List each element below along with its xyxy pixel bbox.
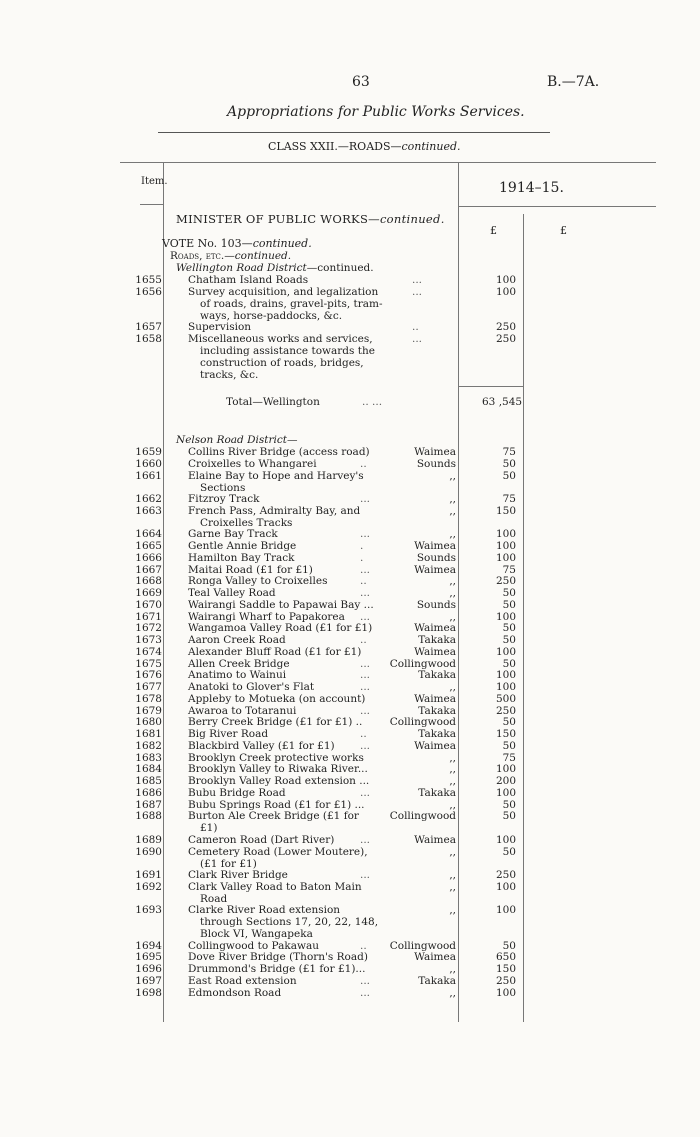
- item-description-line: Cameron Road (Dart River): [188, 833, 335, 846]
- item-location: Takaka: [418, 669, 456, 682]
- item-column-divider: [163, 162, 164, 1022]
- item-amount: 100: [495, 669, 516, 682]
- item-location: Waimea: [414, 563, 456, 576]
- item-location: ,,: [449, 504, 456, 517]
- item-location: Takaka: [418, 634, 456, 646]
- leader-dots: ...: [360, 974, 371, 987]
- item-number: 1672: [135, 622, 162, 635]
- item-description-line: through Sections 17, 20, 22, 148,: [200, 916, 379, 929]
- item-location: ,,: [449, 575, 456, 588]
- item-description: [188, 810, 398, 834]
- item-description: [188, 963, 398, 975]
- item-description-line: of roads, drains, gravel-pits, tram-: [200, 297, 383, 310]
- item-location: ,,: [449, 681, 456, 693]
- item-location: ,,: [449, 751, 456, 764]
- item-location: Waimea: [414, 833, 456, 846]
- item-description: [188, 333, 398, 381]
- item-number: 1684: [135, 763, 162, 776]
- year-header-rule: [458, 206, 656, 207]
- item-number: 1682: [135, 739, 162, 752]
- item-description-line: Clark River Bridge: [188, 869, 288, 881]
- pound-sign-col1: £: [490, 224, 497, 237]
- item-amount: 250: [495, 869, 516, 881]
- item-description: [188, 622, 398, 634]
- leader-dots: ..: [360, 575, 367, 588]
- leader-dots: ...: [360, 704, 371, 717]
- item-location: ,,: [449, 610, 456, 623]
- item-number: 1688: [135, 810, 162, 823]
- item-amount: 250: [495, 333, 516, 345]
- item-description: [188, 321, 398, 333]
- item-amount: 50: [502, 587, 516, 599]
- item-number: 1666: [135, 551, 162, 564]
- item-amount: 250: [495, 704, 516, 717]
- item-amount: 200: [495, 775, 516, 787]
- item-description-line: Anatimo to Wainui: [188, 669, 287, 682]
- item-number: 1665: [135, 540, 162, 552]
- item-number: 1696: [135, 963, 162, 975]
- item-description-line: Brooklyn Valley to Riwaka River...: [188, 763, 368, 776]
- item-number: 1661: [135, 469, 162, 482]
- item-location: ,,: [449, 763, 456, 776]
- item-description-line: Bubu Springs Road (£1 for £1) ...: [188, 798, 365, 811]
- item-description-line: Clark Valley Road to Baton Main: [188, 880, 362, 893]
- leader-dots: ...: [360, 869, 371, 881]
- item-amount: 75: [502, 446, 516, 458]
- item-location: Waimea: [414, 692, 456, 705]
- item-location: Takaka: [418, 728, 456, 740]
- item-description-line: Blackbird Valley (£1 for £1): [188, 739, 335, 752]
- item-number: 1664: [135, 528, 162, 541]
- item-amount: 100: [495, 540, 516, 552]
- item-number: 1691: [135, 869, 162, 881]
- item-number: 1679: [135, 704, 162, 717]
- page-number: 63: [352, 74, 370, 90]
- item-amount: 100: [495, 285, 516, 298]
- item-description-line: Brooklyn Creek protective works: [188, 751, 364, 764]
- item-description-line: Croixelles to Whangarei: [188, 457, 317, 470]
- total-column-divider: [523, 214, 524, 1022]
- item-number: 1671: [135, 610, 162, 623]
- item-number: 1695: [135, 951, 162, 964]
- item-number: 1675: [135, 657, 162, 670]
- leader-dots: ...: [360, 610, 371, 623]
- item-description-line: tracks, &c.: [200, 369, 259, 381]
- item-location: ,,: [449, 798, 456, 811]
- leader-dots: ...: [360, 739, 371, 752]
- item-header-rule: [140, 204, 163, 205]
- item-location: ,,: [449, 869, 456, 881]
- item-description: [188, 904, 398, 940]
- leader-dots: .: [360, 551, 364, 564]
- item-number: 1680: [135, 716, 162, 729]
- year-header: 1914–15.: [499, 180, 564, 196]
- item-description-line: Road: [200, 892, 228, 905]
- item-description-line: Bubu Bridge Road: [188, 786, 286, 799]
- item-location: ,,: [449, 528, 456, 541]
- item-number: 1670: [135, 598, 162, 611]
- item-description: [188, 274, 398, 286]
- item-description-line: Anatoki to Glover's Flat: [188, 681, 315, 693]
- item-location: Takaka: [418, 974, 456, 987]
- vote-heading: VOTE No. 103—continued.: [162, 237, 312, 250]
- item-description-line: Supervision: [188, 321, 252, 334]
- page-code: B.—7A.: [547, 74, 600, 90]
- item-location: Takaka: [418, 786, 456, 799]
- item-location: Waimea: [414, 645, 456, 658]
- item-amount: 150: [495, 504, 516, 517]
- item-number: 1678: [135, 692, 162, 705]
- item-description-line: Wairangi Saddle to Papawai Bay ...: [188, 598, 374, 611]
- item-description-line: £1): [200, 822, 218, 835]
- item-amount: 50: [502, 845, 516, 858]
- item-location: ,,: [449, 963, 456, 975]
- item-description: [188, 775, 398, 787]
- item-number: 1686: [135, 786, 162, 799]
- nelson-district-heading: Nelson Road District—: [176, 434, 298, 446]
- leader-dots: ...: [360, 833, 371, 846]
- item-number: 1683: [135, 751, 162, 764]
- leader-dots: ...: [412, 274, 423, 286]
- item-amount: 100: [495, 528, 516, 541]
- item-number: 1655: [135, 274, 162, 286]
- item-amount: 100: [495, 645, 516, 658]
- item-description-line: Hamilton Bay Track: [188, 551, 295, 564]
- item-description: [188, 752, 398, 764]
- item-number: 1662: [135, 493, 162, 505]
- item-description: [188, 846, 398, 870]
- leader-dots: ..: [360, 457, 367, 470]
- item-amount: 50: [502, 798, 516, 811]
- item-description-line: ways, horse-paddocks, &c.: [200, 309, 343, 322]
- wellington-total-dots: .. ...: [362, 396, 383, 408]
- item-number: 1658: [135, 333, 162, 345]
- item-number: 1693: [135, 904, 162, 917]
- item-description-line: Burton Ale Creek Bridge (£1 for: [188, 810, 359, 823]
- item-number: 1692: [135, 880, 162, 893]
- item-location: Waimea: [414, 622, 456, 635]
- leader-dots: ..: [360, 634, 367, 646]
- item-description-line: Teal Valley Road: [188, 587, 276, 599]
- leader-dots: ...: [360, 657, 371, 670]
- item-description-line: Block VI, Wangapeka: [200, 928, 313, 941]
- item-amount: 100: [495, 763, 516, 776]
- item-amount: 50: [502, 739, 516, 752]
- item-amount: 150: [495, 728, 516, 740]
- item-amount: 75: [502, 563, 516, 576]
- item-number: 1690: [135, 845, 162, 858]
- item-description-line: Brooklyn Valley Road extension ...: [188, 775, 370, 787]
- item-location: ,,: [449, 904, 456, 917]
- item-description: [188, 716, 398, 728]
- item-description-line: Miscellaneous works and services,: [188, 333, 373, 345]
- item-description: [188, 693, 398, 705]
- item-description: [188, 951, 398, 963]
- item-location: Takaka: [418, 704, 456, 717]
- item-number: 1667: [135, 563, 162, 576]
- item-number: 1659: [135, 446, 162, 458]
- class-title: CLASS XXII.—ROADS—continued.: [268, 140, 461, 153]
- item-description-line: French Pass, Admiralty Bay, and: [188, 504, 361, 517]
- leader-dots: ...: [360, 563, 371, 576]
- item-location: Sounds: [416, 457, 456, 470]
- item-description: [188, 881, 398, 905]
- item-description-line: Aaron Creek Road: [188, 634, 286, 646]
- item-amount: 100: [495, 986, 516, 999]
- item-description-line: Maitai Road (£1 for £1): [188, 563, 313, 576]
- item-location: Waimea: [414, 951, 456, 964]
- item-number: 1698: [135, 986, 162, 999]
- item-description-line: Survey acquisition, and legalization: [188, 285, 379, 298]
- item-amount: 75: [502, 751, 516, 764]
- item-description: [188, 599, 398, 611]
- roads-heading: Roads, etc.—continued.: [170, 250, 292, 262]
- item-amount: 50: [502, 716, 516, 729]
- item-description-line: Edmondson Road: [188, 986, 282, 999]
- item-description-line: Dove River Bridge (Thorn's Road): [188, 951, 368, 964]
- item-description-line: Berry Creek Bridge (£1 for £1) ..: [188, 716, 363, 729]
- item-amount: 100: [495, 880, 516, 893]
- item-amount: 100: [495, 274, 516, 286]
- pound-sign-col2: £: [560, 224, 567, 237]
- item-amount: 100: [495, 904, 516, 917]
- item-location: Sounds: [416, 598, 456, 611]
- item-description: [188, 799, 398, 811]
- item-amount: 150: [495, 963, 516, 975]
- item-number: 1657: [135, 321, 162, 334]
- item-number: 1694: [135, 939, 162, 952]
- item-description: [188, 763, 398, 775]
- item-description-line: Big River Road: [188, 728, 269, 740]
- item-amount: 100: [495, 681, 516, 693]
- item-amount: 50: [502, 657, 516, 670]
- item-description-line: Collins River Bridge (access road): [188, 446, 370, 458]
- item-amount: 650: [495, 951, 516, 964]
- item-amount: 50: [502, 469, 516, 482]
- item-description-line: Alexander Bluff Road (£1 for £1): [188, 645, 362, 658]
- leader-dots: ...: [360, 986, 371, 999]
- leader-dots: .: [360, 540, 364, 552]
- item-description-line: Allen Creek Bridge: [188, 657, 290, 670]
- item-amount: 50: [502, 622, 516, 635]
- item-location: ,,: [449, 845, 456, 858]
- item-description: [188, 286, 398, 322]
- leader-dots: ..: [360, 939, 367, 952]
- item-description-line: Appleby to Motueka (on account): [188, 692, 366, 705]
- item-column-header: Item.: [141, 176, 168, 187]
- item-amount: 250: [495, 974, 516, 987]
- item-location: ,,: [449, 493, 456, 505]
- item-description-line: Elaine Bay to Hope and Harvey's: [188, 469, 364, 482]
- item-number: 1668: [135, 575, 162, 588]
- page-title: Appropriations for Public Works Services.: [227, 104, 525, 120]
- item-number: 1660: [135, 457, 162, 470]
- leader-dots: ..: [360, 728, 367, 740]
- item-location: ,,: [449, 986, 456, 999]
- item-description-line: Chatham Island Roads: [188, 274, 309, 286]
- item-description: [188, 505, 398, 529]
- wellington-total-amount: 63 ,545: [482, 396, 523, 408]
- item-amount: 100: [495, 551, 516, 564]
- item-location: Collingwood: [389, 939, 456, 952]
- item-description-line: Wairangi Wharf to Papakorea: [188, 610, 345, 623]
- item-amount: 100: [495, 610, 516, 623]
- item-amount: 50: [502, 810, 516, 823]
- leader-dots: ...: [360, 681, 371, 693]
- leader-dots: ...: [360, 528, 371, 541]
- item-number: 1697: [135, 974, 162, 987]
- item-description: [188, 470, 398, 494]
- item-location: Sounds: [416, 551, 456, 564]
- item-description: [188, 446, 398, 458]
- item-amount: 50: [502, 598, 516, 611]
- item-description-line: Croixelles Tracks: [200, 516, 293, 529]
- item-description-line: Gentle Annie Bridge: [188, 540, 297, 552]
- total-rule: [458, 386, 523, 387]
- item-amount: 100: [495, 833, 516, 846]
- item-number: 1676: [135, 669, 162, 682]
- item-amount: 75: [502, 493, 516, 505]
- item-description-line: Fitzroy Track: [188, 493, 260, 505]
- minister-heading: MINISTER OF PUBLIC WORKS—continued.: [176, 212, 445, 226]
- item-description-line: Ronga Valley to Croixelles: [188, 575, 328, 588]
- item-number: 1681: [135, 728, 162, 740]
- item-description-line: Cemetery Road (Lower Moutere),: [188, 845, 368, 858]
- item-description-line: Sections: [200, 481, 246, 494]
- item-number: 1663: [135, 504, 162, 517]
- item-location: Waimea: [414, 540, 456, 552]
- leader-dots: ...: [360, 669, 371, 682]
- item-location: Collingwood: [389, 716, 456, 729]
- item-amount: 50: [502, 634, 516, 646]
- wellington-district-heading: Wellington Road District—continued.: [176, 262, 374, 274]
- item-amount: 250: [495, 321, 516, 334]
- item-number: 1656: [135, 285, 162, 298]
- item-number: 1669: [135, 587, 162, 599]
- item-description-line: (£1 for £1): [200, 857, 257, 870]
- item-location: ,,: [449, 880, 456, 893]
- item-number: 1673: [135, 634, 162, 646]
- leader-dots: ..: [412, 321, 419, 334]
- item-number: 1689: [135, 833, 162, 846]
- leader-dots: ...: [360, 493, 371, 505]
- item-amount: 250: [495, 575, 516, 588]
- item-location: ,,: [449, 587, 456, 599]
- item-location: Collingwood: [389, 657, 456, 670]
- wellington-total-label: Total—Wellington: [226, 396, 320, 408]
- item-amount: 100: [495, 786, 516, 799]
- item-description-line: Clarke River Road extension: [188, 904, 341, 917]
- item-number: 1674: [135, 645, 162, 658]
- leader-dots: ...: [412, 285, 423, 298]
- item-description-line: Garne Bay Track: [188, 528, 278, 541]
- header-rule: [158, 132, 550, 133]
- item-description-line: including assistance towards the: [200, 345, 375, 357]
- item-description-line: Wangamoa Valley Road (£1 for £1): [188, 622, 373, 635]
- item-number: 1687: [135, 798, 162, 811]
- item-amount: 500: [495, 692, 516, 705]
- item-location: Collingwood: [389, 810, 456, 823]
- item-amount: 50: [502, 939, 516, 952]
- item-description: [188, 646, 398, 658]
- item-description-line: East Road extension: [188, 974, 297, 987]
- item-amount: 50: [502, 457, 516, 470]
- item-location: ,,: [449, 469, 456, 482]
- leader-dots: ...: [360, 587, 371, 599]
- leader-dots: ...: [360, 786, 371, 799]
- leader-dots: ...: [412, 333, 423, 345]
- item-location: Waimea: [414, 446, 456, 458]
- item-number: 1677: [135, 681, 162, 693]
- item-description-line: construction of roads, bridges,: [200, 357, 364, 369]
- item-description-line: Collingwood to Pakawau: [188, 939, 319, 952]
- item-number: 1685: [135, 775, 162, 787]
- item-location: Waimea: [414, 739, 456, 752]
- item-description-line: Awaroa to Totaranui: [188, 704, 297, 717]
- item-location: ,,: [449, 775, 456, 787]
- table-top-rule: [120, 162, 656, 163]
- item-description-line: Drummond's Bridge (£1 for £1)...: [188, 963, 366, 975]
